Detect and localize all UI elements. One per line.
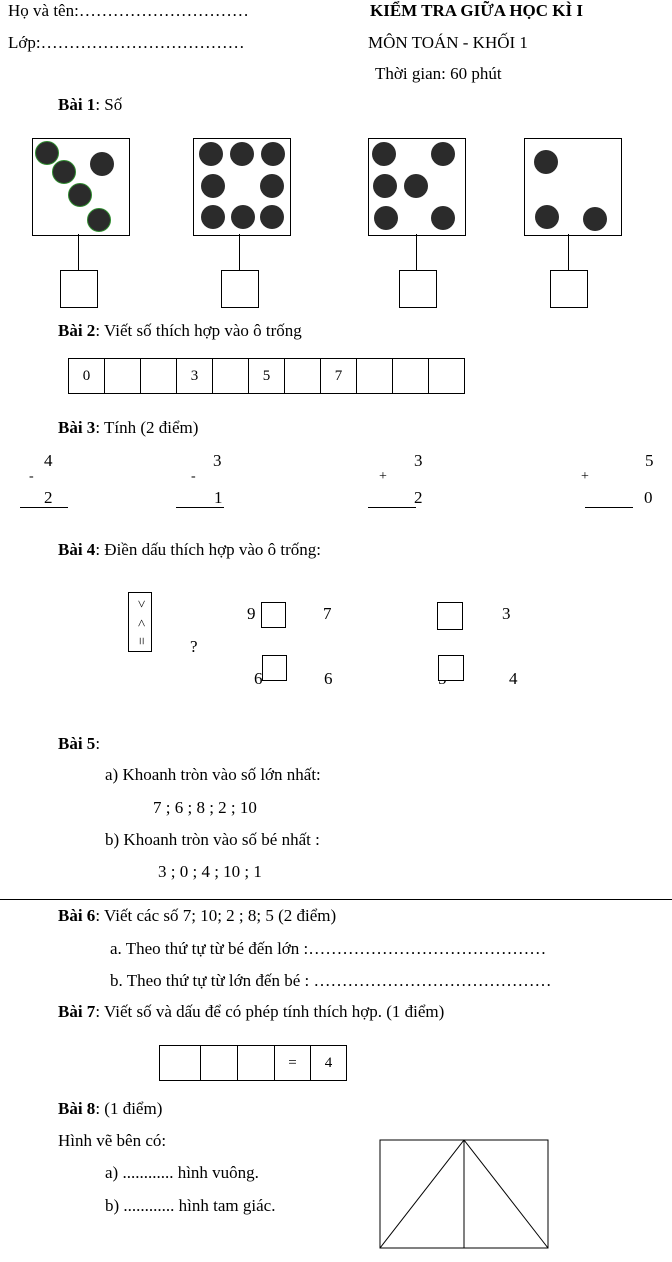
answer-box-1[interactable] (60, 270, 98, 308)
bai1-label: Bài 1 (58, 95, 96, 114)
bai6-heading (58, 907, 336, 924)
bai6-part-b: b. Theo thứ tự từ lớn đến bé : …………………………………… (110, 971, 552, 990)
bai8-label: Bài 8 (58, 1099, 96, 1118)
equation-row (159, 1045, 347, 1081)
class-field-label: Lớp:……………………………… (8, 33, 245, 52)
connector-line (568, 234, 569, 270)
calc-top-number: 3 (414, 451, 423, 470)
sequence-cell[interactable]: 5 (249, 359, 285, 393)
figure-left-diagonal (380, 1140, 464, 1248)
answer-box-3[interactable] (399, 270, 437, 308)
dice-dot (372, 142, 396, 166)
connector-line (416, 234, 417, 270)
equation-equal-cell: = (275, 1046, 311, 1080)
sequence-cell[interactable] (213, 359, 249, 393)
compare-right-number: 7 (323, 604, 332, 623)
bai4-label: Bài 4 (58, 540, 96, 559)
compare-answer-box[interactable] (261, 602, 286, 628)
bai2-heading (58, 322, 302, 339)
sequence-cell[interactable] (105, 359, 141, 393)
dice-dot (535, 205, 559, 229)
bai2-label: Bài 2 (58, 321, 96, 340)
dice-dot (261, 142, 285, 166)
bai2-text: : Viết số thích hợp vào ô trống (95, 321, 302, 340)
sequence-cell[interactable] (357, 359, 393, 393)
dice-dot (87, 208, 111, 232)
sequence-cell[interactable] (429, 359, 464, 393)
dice-dot (199, 142, 223, 166)
bai6-text: : Viết các số 7; 10; 2 ; 8; 5 (2 điểm) (95, 906, 337, 925)
dice-dot (431, 142, 455, 166)
section-divider (0, 899, 672, 900)
bai6-part-a: a. Theo thứ tự từ bé đến lớn :…………………………………… (110, 939, 547, 958)
bai5-part-a: a) Khoanh tròn vào số lớn nhất: (105, 765, 321, 784)
bai4-text: : Điền dấu thích hợp vào ô trống: (95, 540, 322, 559)
bai1-text: : Số (95, 95, 123, 114)
figure-right-diagonal (464, 1140, 548, 1248)
calc-top-number: 3 (213, 451, 222, 470)
exam-title: KIỂM TRA GIỮA HỌC KÌ I (370, 1, 584, 20)
calc-bottom-number: 1 (214, 488, 223, 507)
bai5-part-b: b) Khoanh tròn vào số bé nhất : (105, 830, 320, 849)
answer-box-2[interactable] (221, 270, 259, 308)
dice-dot (35, 141, 59, 165)
dice-face-3 (368, 138, 466, 236)
calc-operator: - (29, 469, 34, 484)
compare-right-number: 3 (502, 604, 511, 623)
calc-answer-line (20, 507, 68, 508)
bai6-label: Bài 6 (58, 906, 96, 925)
number-sequence-row (68, 358, 465, 394)
shape-figure (379, 1139, 550, 1251)
dice-dot (534, 150, 558, 174)
equation-cell[interactable] (201, 1046, 238, 1080)
sequence-cell[interactable]: 7 (321, 359, 357, 393)
dice-dot (68, 183, 92, 207)
calc-top-number: 5 (645, 451, 654, 470)
dice-dot (431, 206, 455, 230)
calc-bottom-number: 0 (644, 488, 653, 507)
bai3-label: Bài 3 (58, 418, 96, 437)
bai7-label: Bài 7 (58, 1002, 96, 1021)
bai8-part-a: a) ............ hình vuông. (105, 1163, 259, 1182)
dice-face-4 (524, 138, 622, 236)
bai7-heading (58, 1003, 444, 1020)
dice-dot (52, 160, 76, 184)
sequence-cell[interactable]: 0 (69, 359, 105, 393)
calc-operator: + (379, 469, 387, 484)
bai5-b-numbers: 3 ; 0 ; 4 ; 10 ; 1 (158, 862, 262, 881)
less-than-sign: < (133, 619, 148, 627)
equal-sign: = (133, 637, 148, 645)
bai4-heading (58, 541, 321, 558)
dice-dot (230, 142, 254, 166)
sequence-cell[interactable]: 3 (177, 359, 213, 393)
answer-box-4[interactable] (550, 270, 588, 308)
bai8-heading (58, 1100, 162, 1117)
bai3-text: : Tính (2 điểm) (95, 418, 199, 437)
compare-left-number: 9 (247, 604, 256, 623)
bai3-heading (58, 419, 198, 436)
dice-dot (404, 174, 428, 198)
connector-line (239, 234, 240, 270)
calc-answer-line (176, 507, 224, 508)
bai7-text: : Viết số và dấu để có phép tính thích hợp. (1 điểm) (95, 1002, 445, 1021)
question-mark: ? (190, 637, 198, 656)
compare-answer-box[interactable] (437, 602, 463, 630)
dice-dot (90, 152, 114, 176)
equation-cell[interactable] (160, 1046, 201, 1080)
exam-time: Thời gian: 60 phút (375, 64, 502, 83)
bai5-text: : (95, 734, 101, 753)
bai1-heading (58, 96, 122, 113)
greater-than-sign: > (133, 600, 148, 608)
sequence-cell[interactable] (141, 359, 177, 393)
dice-dot (374, 206, 398, 230)
compare-answer-box[interactable] (262, 655, 287, 681)
equation-result-cell: 4 (324, 1055, 333, 1071)
bai5-label: Bài 5 (58, 734, 96, 753)
dice-dot (373, 174, 397, 198)
compare-left-number: 6 (254, 669, 263, 688)
calc-operator: - (191, 469, 196, 484)
exam-subject: MÔN TOÁN - KHỐI 1 (368, 33, 528, 52)
dice-face-2 (193, 138, 291, 236)
connector-line (78, 234, 79, 270)
name-field-label: Họ và tên:………………………… (8, 1, 249, 20)
dice-dot (201, 205, 225, 229)
bai8-part-b: b) ............ hình tam giác. (105, 1196, 276, 1215)
dice-dot (583, 207, 607, 231)
dice-dot (260, 174, 284, 198)
dice-dot (201, 174, 225, 198)
calc-bottom-number: 2 (414, 488, 423, 507)
bai8-text: : (1 điểm) (95, 1099, 163, 1118)
bai5-heading (58, 735, 100, 752)
sequence-cell[interactable] (393, 359, 429, 393)
calc-answer-line (585, 507, 633, 508)
bai8-intro: Hình vẽ bên có: (58, 1131, 167, 1150)
calc-top-number: 4 (44, 451, 53, 470)
dice-face-1 (32, 138, 130, 236)
equation-cell[interactable] (238, 1046, 275, 1080)
calc-bottom-number: 2 (44, 488, 53, 507)
sequence-cell[interactable] (285, 359, 321, 393)
compare-answer-box[interactable] (438, 655, 464, 681)
dice-dot (231, 205, 255, 229)
dice-dot (260, 205, 284, 229)
compare-right-number: 6 (324, 669, 333, 688)
calc-operator: + (581, 469, 589, 484)
calc-answer-line (368, 507, 416, 508)
bai5-a-numbers: 7 ; 6 ; 8 ; 2 ; 10 (153, 798, 257, 817)
sign-choice-box (128, 592, 152, 652)
compare-right-number: 4 (509, 669, 518, 688)
